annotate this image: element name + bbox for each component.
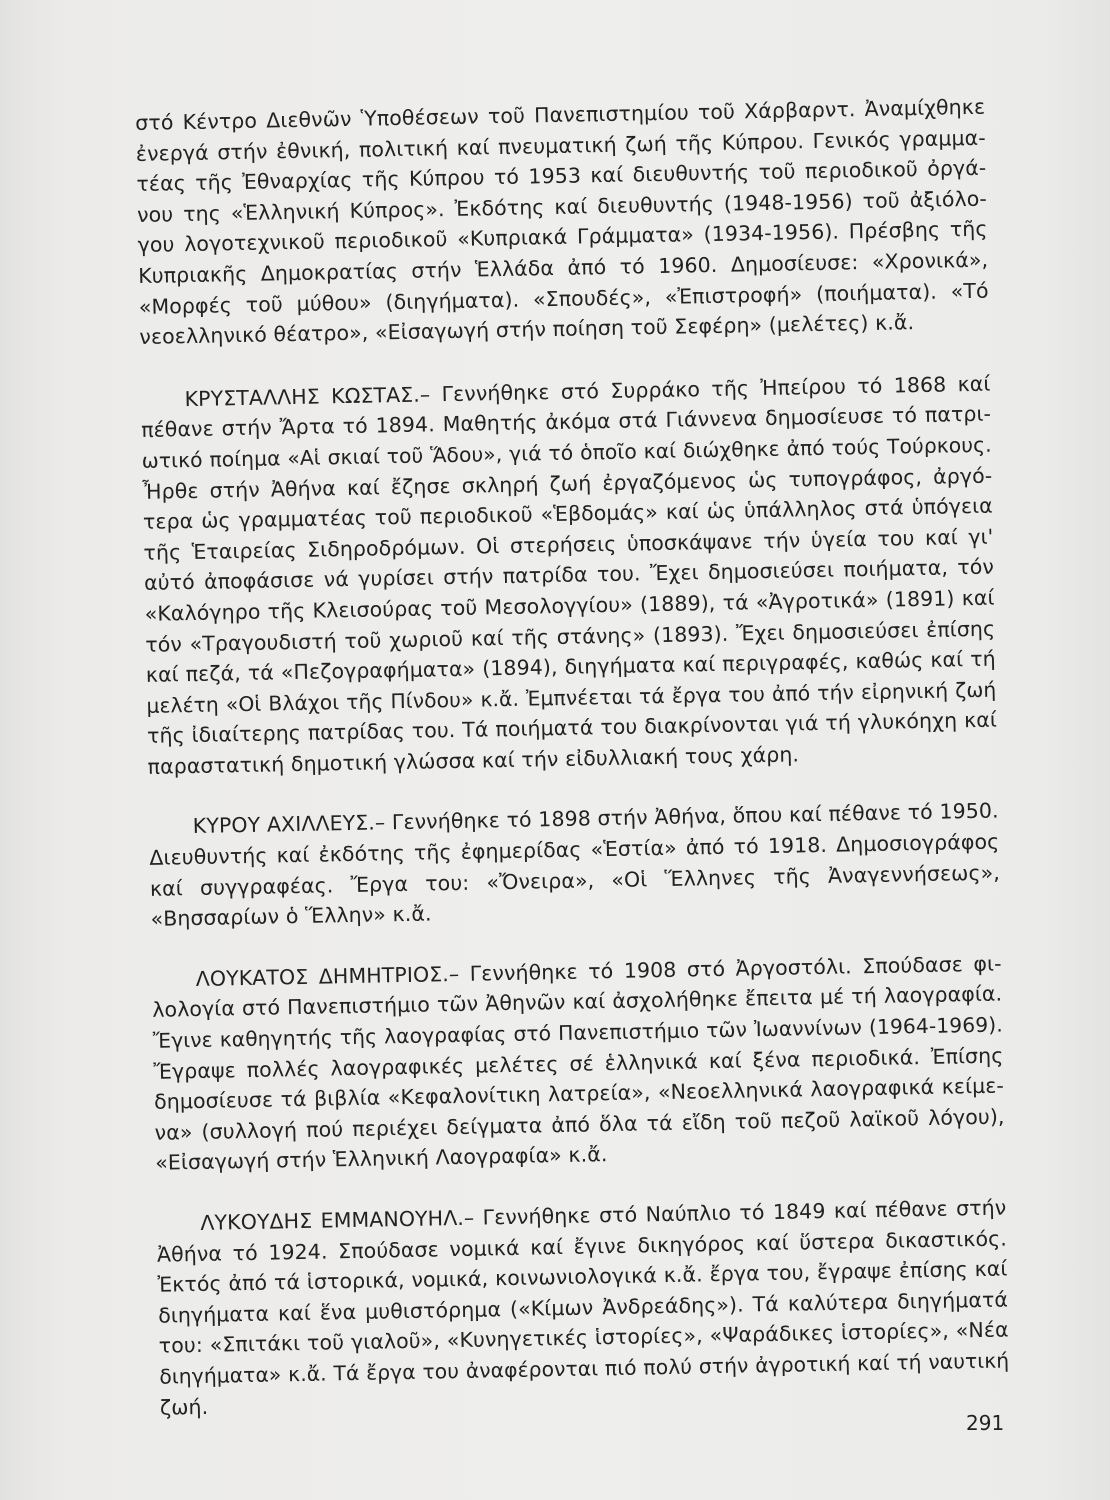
- entry-heading-line: ΛΥΚΟΥΔΗΣ ΕΜΜΑΝΟΥΗΛ.– Γεννήθηκε στό Ναύπλιο τό 1849 καί πέθανε στήν: [200, 1195, 1007, 1235]
- text-line: ἐνεργά στήν ἐθνική, πολιτική καί πνευματική ζωή τῆς Κύπρου. Γενικός γραμμα-: [135, 125, 986, 166]
- text-line: να» (συλλογή πού περιέχει δείγματα ἀπό ὅλα τά εἴδη τοῦ πεζοῦ λαϊκοῦ λόγου),: [154, 1104, 1005, 1145]
- entry-heading-line: ΚΡΥΣΤΑΛΛΗΣ ΚΩΣΤΑΣ.– Γεννήθηκε στό Συρράκο τῆς Ἠπείρου τό 1868 καί: [184, 371, 991, 411]
- entry-loukatos: [151, 948, 1005, 1178]
- text-line: στό Κέντρο Διεθνῶν Ὑποθέσεων τοῦ Πανεπιστημίου τοῦ Χάρβαρντ. Ἀναμίχθηκε: [135, 94, 986, 135]
- text-line: πέθανε στήν Ἄρτα τό 1894. Μαθητής ἀκόμα στά Γιάννενα δημοσίευσε τό πατρι-: [140, 401, 992, 443]
- text-line: νου της «Ἑλληνική Κύπρος». Ἐκδότης καί διευθυντής (1948-1956) τοῦ ἀξιόλο-: [136, 186, 988, 227]
- text-line: Διευθυντής καί ἐκδότης τῆς ἐφημερίδας «Ἑστία» ἀπό τό 1918. Δημοσιογράφος: [149, 829, 1000, 870]
- text-line: καί πεζά, τά «Πεζογραφήματα» (1894), διηγήματα καί περιγραφές, καθώς καί τή: [145, 646, 996, 687]
- text-line: του: «Σπιτάκι τοῦ γιαλοῦ», «Κυνηγετικές ἱστορίες», «Ψαράδικες ἱστορίες», «Νέα: [158, 1317, 1009, 1359]
- page-text: [135, 92, 1011, 1453]
- text-line: Ἦρθε στήν Ἀθήνα καί ἔζησε σκληρή ζωή ἐργαζόμενος ὡς τυπογράφος, ἀργό-: [142, 463, 993, 504]
- text-line: Ἀθήνα τό 1924. Σπούδασε νομικά καί ἔγινε δικηγόρος καί ὕστερα δικαστικός.: [156, 1226, 1008, 1267]
- entry-krystallis: [140, 368, 997, 782]
- text-line: νεοελληνικό θέατρο», «Εἰσαγωγή στήν ποίηση τοῦ Σεφέρη» (μελέτες) κ.ἄ.: [139, 310, 915, 350]
- page-number: 291: [966, 1411, 1005, 1435]
- text-line: ωτικό ποίημα «Αἱ σκιαί τοῦ Ἅδου», γιά τό ὁποῖο καί διώχθηκε ἀπό τούς Τούρκους.: [141, 432, 992, 473]
- entry-heading-line: ΚΥΡΟΥ ΑΧΙΛΛΕΥΣ.– Γεννήθηκε τό 1898 στήν Ἀθήνα, ὅπου καί πέθανε τό 1950.: [192, 799, 999, 839]
- text-line: Ἔγινε καθηγητής τῆς λαογραφίας στό Πανεπιστήμιο τῶν Ἰωαννίνων (1964-1969).: [152, 1012, 1003, 1053]
- text-line: τέας τῆς Ἐθναρχίας τῆς Κύπρου τό 1953 καί διευθυντής τοῦ περιοδικοῦ ὀργά-: [136, 155, 987, 197]
- text-line: διηγήματα» κ.ἄ. Τά ἔργα του ἀναφέρονται πιό πολύ στήν ἀγροτική καί τή ναυτική: [159, 1348, 1010, 1389]
- text-line: «Εἰσαγωγή στήν Ἑλληνική Λαογραφία» κ.ἄ.: [155, 1142, 608, 1176]
- entry-heading-line: ΛΟΥΚΑΤΟΣ ΔΗΜΗΤΡΙΟΣ.– Γεννήθηκε τό 1908 στό Ἀργοστόλι. Σπούδασε φι-: [195, 951, 1002, 991]
- text-line: τῆς Ἑταιρείας Σιδηροδρόμων. Οἱ στερήσεις ὑποσκάψανε τήν ὑγεία του καί γι': [143, 524, 994, 565]
- text-line: μελέτη «Οἱ Βλάχοι τῆς Πίνδου» κ.ἄ. Ἐμπνέεται τά ἔργα του ἀπό τήν εἰρηνική ζωή: [146, 677, 997, 718]
- text-line: αὐτό ἀποφάσισε νά γυρίσει στήν πατρίδα του. Ἔχει δημοσιεύσει ποιήματα, τόν: [143, 554, 995, 596]
- text-line: Ἐκτός ἀπό τά ἱστορικά, νομικά, κοινωνιολογικά κ.ἄ. ἔργα του, ἔγραψε ἐπίσης καί: [157, 1256, 1008, 1297]
- entry-intro: [135, 92, 990, 353]
- text-line: «Βησσαρίων ὁ Ἕλλην» κ.ἄ.: [150, 901, 432, 932]
- text-line: «Καλόγηρο τῆς Κλεισούρας τοῦ Μεσολογγίου» (1889), τά «Ἀγροτικά» (1891) καί: [144, 585, 995, 626]
- text-line: ζωή.: [159, 1394, 209, 1420]
- text-line: γου λογοτεχνικοῦ περιοδικοῦ «Κυπριακά Γράμματα» (1934-1956). Πρέσβης τῆς: [137, 217, 988, 258]
- text-line: τῆς ἰδιαίτερης πατρίδας του. Τά ποιήματά του διακρίνονται γιά τή γλυκόηχη καί: [146, 707, 998, 749]
- entry-kyrou: [149, 796, 1001, 935]
- entry-lykoudis: [156, 1192, 1010, 1422]
- text-line: δημοσίευσε τά βιβλία «Κεφαλονίτικη λατρεία», «Νεοελληνικά λαογραφικά κείμε-: [153, 1073, 1005, 1115]
- text-line: καί συγγραφέας. Ἔργα του: «Ὄνειρα», «Οἱ Ἕλληνες τῆς Ἀναγεννήσεως»,: [149, 860, 1001, 901]
- text-line: παραστατική δημοτική γλώσσα καί τήν εἰδυλλιακή τους χάρη.: [147, 742, 800, 779]
- text-line: Κυπριακῆς Δημοκρατίας στήν Ἑλλάδα ἀπό τό 1960. Δημοσίευσε: «Χρονικά»,: [137, 247, 989, 288]
- text-line: τερα ὡς γραμματέας τοῦ περιοδικοῦ «Ἑβδομάς» καί ὡς ὑπάλληλος στά ὑπόγεια: [142, 493, 994, 535]
- text-line: «Μορφές τοῦ μύθου» (διηγήματα). «Σπουδές», «Ἐπιστροφή» (ποιήματα). «Τό: [138, 278, 989, 319]
- text-line: λολογία στό Πανεπιστήμιο τῶν Ἀθηνῶν καί ἀσχολήθηκε ἔπειτα μέ τή λαογραφία.: [152, 981, 1003, 1023]
- text-line: τόν «Τραγουδιστή τοῦ χωριοῦ καί τῆς στάνης» (1893). Ἔχει δημοσιεύσει ἐπίσης: [145, 616, 996, 657]
- text-line: Ἔγραψε πολλές λαογραφικές μελέτες σέ ἑλληνικά καί ξένα περιοδικά. Ἐπίσης: [153, 1043, 1004, 1084]
- text-line: διηγήματα καί ἕνα μυθιστόρημα («Κίμων Ἀνδρεάδης»). Τά καλύτερα διηγήματά: [157, 1287, 1009, 1328]
